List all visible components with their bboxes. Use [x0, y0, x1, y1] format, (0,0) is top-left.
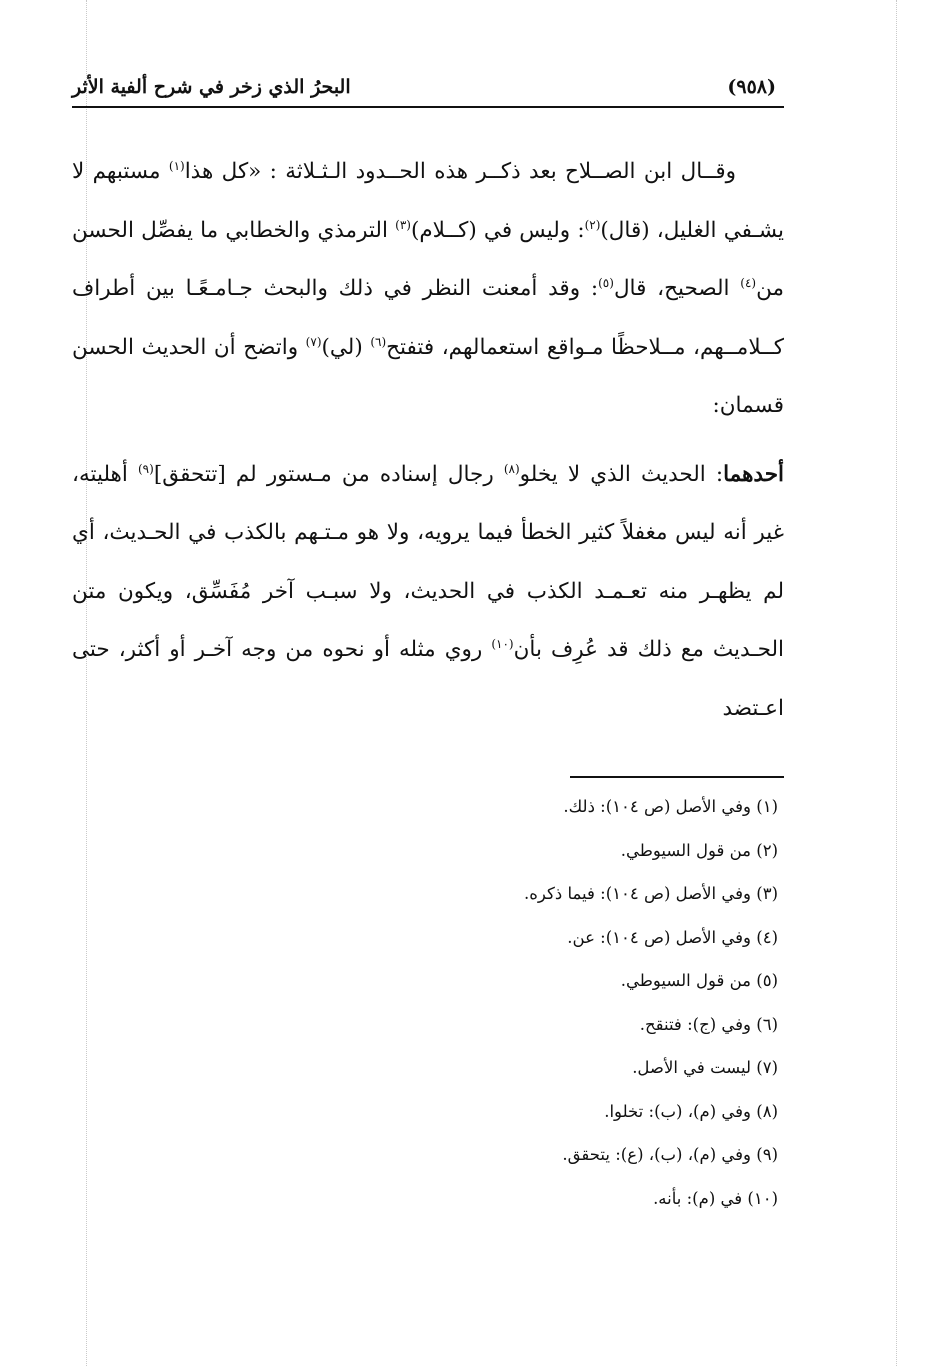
- text-segment: واتضح أن الحديث الحسن قسمان:: [72, 334, 784, 418]
- text-segment: رجال إسناده من مـستور لم [تتحقق]: [153, 461, 504, 487]
- text-segment: الصحيح، قال: [613, 276, 741, 301]
- footnote: (٣) وفي الأصل (ص ١٠٤): فيما ذكره.: [524, 884, 778, 903]
- text-segment: أهليته، غير أنه ليس مغفلاً كثير الخطأ فيما يرويه، ولا هو مـتـهم بالكذب في الحـديث، أي لم يظهـر منه تعـمـد الكذب في الحديث، ولا سبـب آخر مُفَسِّق، ويكون متن الحـديث مع ذلك قد عُرِف بأن: [72, 461, 784, 662]
- footnotes-list: [72, 794, 784, 1229]
- page-number: (٩٥٨): [727, 76, 776, 98]
- book-page: [72, 62, 784, 1229]
- footnote-marker: (٢): [584, 217, 601, 232]
- footnote: (٧) ليست في الأصل.: [632, 1058, 778, 1077]
- footnote-marker: (٩): [137, 461, 154, 476]
- footnote: (٢) من قول السيوطي.: [620, 840, 778, 860]
- footnote: (٩) وفي (م)، (ب)، (ع): يتحقق.: [562, 1145, 778, 1164]
- paragraph-lead-word: أحدهما: [723, 461, 784, 487]
- footnote: (٦) وفي (ج): فتنقح.: [639, 1014, 778, 1034]
- text-segment: الترمذي والخطابي ما يفصِّل الحسن من: [72, 217, 784, 301]
- footnote-marker: (٧): [305, 334, 322, 349]
- footnote-marker: (٣): [395, 217, 411, 232]
- book-title: البحرُ الذي زخر في شرح ألفية الأثر: [72, 76, 351, 98]
- scan-margin-line: [896, 0, 897, 1366]
- footnote-marker: (٥): [598, 275, 614, 290]
- footnote-marker: (٦): [370, 334, 387, 349]
- text-segment: (لي): [321, 334, 371, 360]
- footnote: (١) وفي الأصل (ص ١٠٤): ذلك.: [563, 797, 778, 816]
- text-segment: وقــال ابن الصــلاح بعد ذكــر هذه الحــدود الـثـلاثة : «كل هذا: [184, 159, 736, 184]
- footnote-marker: (١): [168, 158, 185, 173]
- footnote: (٤) وفي الأصل (ص ١٠٤): عن.: [567, 927, 778, 947]
- body-paragraph: [72, 143, 784, 436]
- footnote-separator: [570, 776, 784, 778]
- text-segment: مستبهم لا يشـفي الغليل، (قال): [72, 159, 784, 243]
- footnote: (٥) من قول السيوطي.: [620, 971, 778, 990]
- text-segment: روي مثله أو نحوه من وجه آخـر أو أكثر، حتى اعـتضد: [72, 637, 784, 721]
- footnote-marker: (٨): [503, 461, 520, 476]
- footnote: (١٠) في (م): بأنه.: [653, 1188, 778, 1208]
- footnote: (٨) وفي (م)، (ب): تخلوا.: [604, 1101, 778, 1121]
- text-segment: : الحديث الذي لا يخلو: [519, 461, 724, 487]
- footnote-marker: (١٠): [491, 636, 514, 651]
- text-segment: : وقد أمعنت النظر في ذلك والبحث جـامـعًـا بين أطراف كــلامــهم، مــلاحظًا مـواقع استعمالهم، فتفتح: [72, 276, 784, 360]
- text-segment: : وليس في (كــلام): [410, 217, 585, 243]
- body-paragraph: [72, 446, 784, 739]
- running-header: [72, 62, 784, 108]
- footnote-marker: (٤): [740, 275, 757, 290]
